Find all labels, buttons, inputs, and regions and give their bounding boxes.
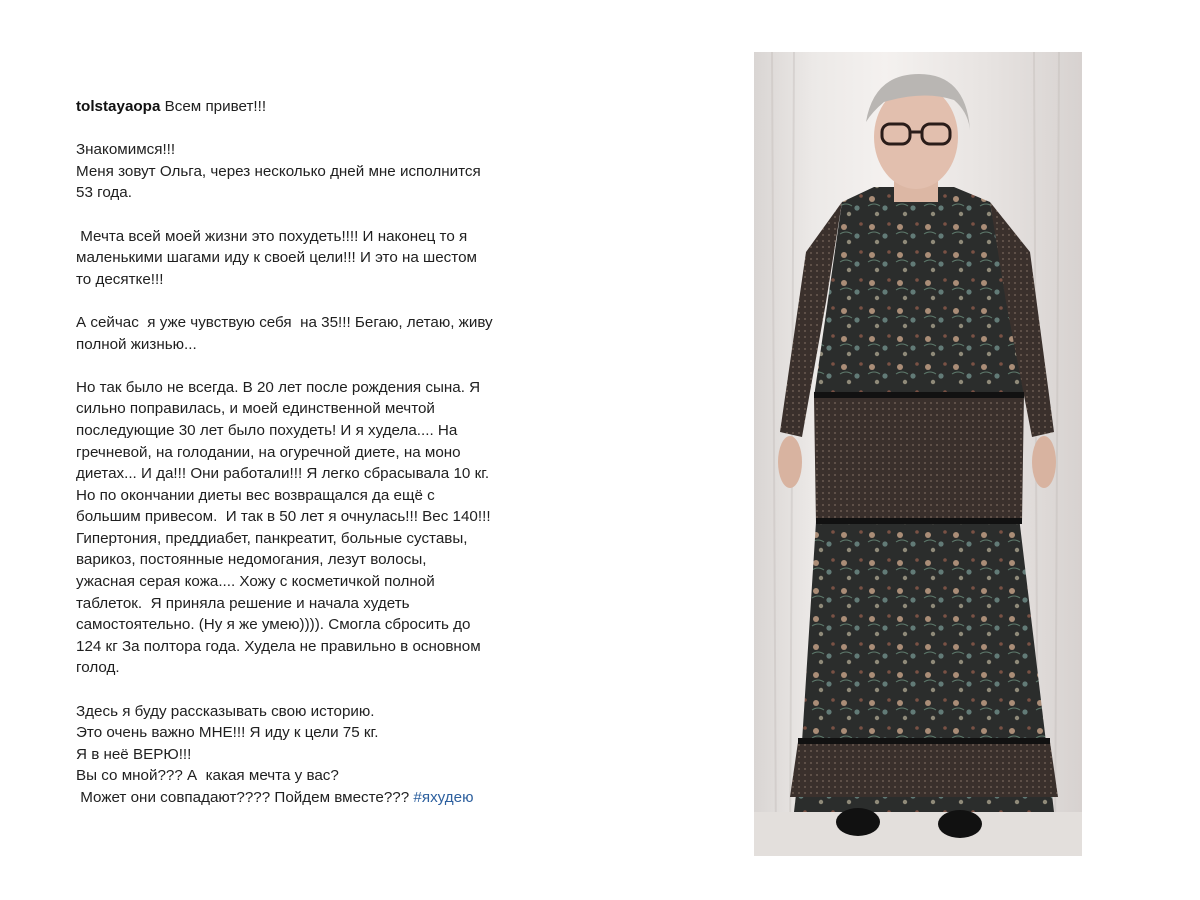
- caption-line: Знакомимся!!!: [76, 141, 176, 159]
- caption-line: 124 кг За полтора года. Худела не правильно в основном: [76, 637, 481, 655]
- caption-line: самостоятельно. (Ну я же умею)))). Смогла сбросить до: [76, 616, 471, 634]
- portrait-illustration: [754, 52, 1082, 856]
- dress-hem: [790, 742, 1058, 797]
- greeting: Всем привет!!!: [160, 98, 267, 115]
- caption-line: гречневой, на голодании, на огуречной диете, на моно: [76, 443, 461, 461]
- caption-header: [76, 96, 536, 118]
- caption-line: Здесь я буду рассказывать свою историю.: [76, 702, 375, 720]
- portrait-photo: [754, 52, 1082, 856]
- caption-line: ужасная серая кожа.... Хожу с косметичкой полной: [76, 573, 435, 591]
- caption-line: Меня зовут Ольга, через несколько дней мне исполнится: [76, 162, 481, 180]
- caption-line: то десятке!!!: [76, 270, 164, 288]
- caption-line: маленькими шагами иду к своей цели!!! И это на шестом: [76, 249, 477, 267]
- caption-line: Гипертония, преддиабет, панкреатит, больные суставы,: [76, 529, 468, 547]
- left-shoe: [836, 808, 880, 836]
- caption-line: полной жизнью...: [76, 335, 197, 353]
- username[interactable]: tolstayaopa: [76, 98, 161, 115]
- caption-line: А сейчас я уже чувствую себя на 35!!! Бегаю, летаю, живу: [76, 313, 493, 331]
- caption-line: варикоз, постоянные недомогания, лезут волосы,: [76, 551, 427, 569]
- floor: [754, 812, 1082, 856]
- post-caption: [76, 96, 536, 809]
- waist-band: [814, 392, 1024, 398]
- caption-line: таблеток. Я приняла решение и начала худеть: [76, 594, 410, 612]
- caption-line: голод.: [76, 659, 120, 677]
- dress-mid: [814, 392, 1024, 524]
- caption-line: Это очень важно МНЕ!!! Я иду к цели 75 кг.: [76, 724, 379, 742]
- caption-line: Я в неё ВЕРЮ!!!: [76, 745, 192, 763]
- left-hand: [778, 436, 802, 488]
- caption-line: 53 года.: [76, 184, 132, 202]
- hashtag-link[interactable]: #яхудею: [413, 789, 474, 806]
- hem-band: [798, 738, 1050, 744]
- right-hand: [1032, 436, 1056, 488]
- caption-line: диетах... И да!!! Они работали!!! Я легко сбрасывала 10 кг.: [76, 465, 490, 483]
- caption-line: Мечта всей моей жизни это похудеть!!!! И наконец то я: [76, 227, 468, 245]
- caption-last-line: [76, 787, 536, 809]
- caption-line: Может они совпадают???? Пойдем вместе???: [76, 789, 414, 806]
- tier-band: [816, 518, 1022, 524]
- caption-line: сильно поправилась, и моей единственной мечтой: [76, 400, 435, 418]
- caption-line: Но так было не всегда. В 20 лет после рождения сына. Я: [76, 378, 481, 396]
- caption-line: Но по окончании диеты вес возвращался да ещё с: [76, 486, 435, 504]
- caption-line: Вы со мной??? А какая мечта у вас?: [76, 767, 339, 785]
- dress-bodice: [814, 187, 1024, 397]
- caption-line: последующие 30 лет было похудеть! И я худела.... На: [76, 421, 458, 439]
- caption-line: большим привесом. И так в 50 лет я очнулась!!! Вес 140!!!: [76, 508, 491, 526]
- right-shoe: [938, 810, 982, 838]
